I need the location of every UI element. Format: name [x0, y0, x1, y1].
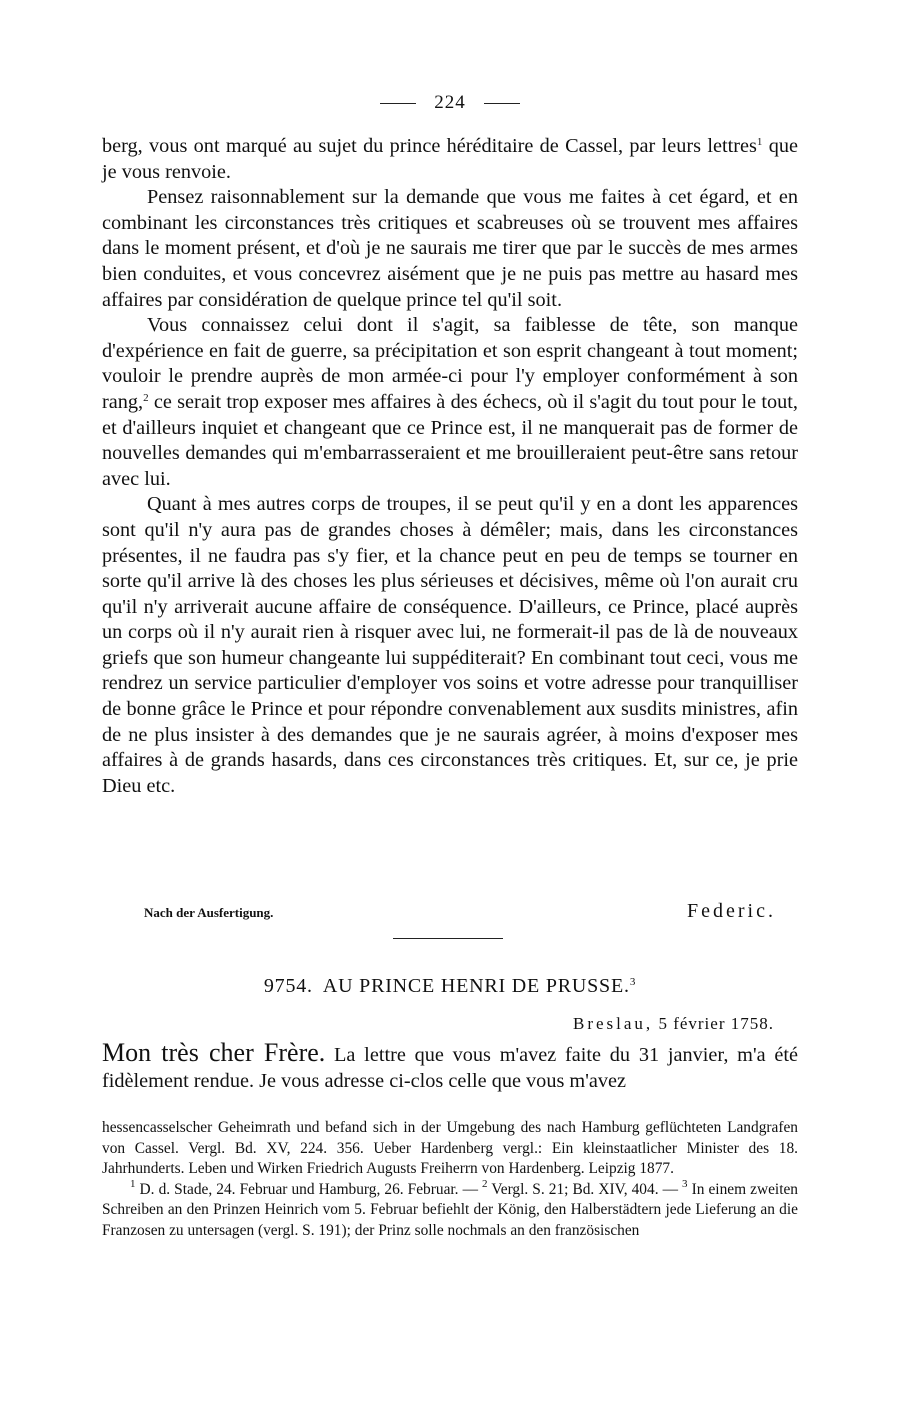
paragraph-4: Quant à mes autres corps de troupes, il se peut qu'il y en a dont les apparences sont qu'il n'y aura pas de grandes choses à démêler; mais, dans les circonstances présentes, il ne faudra pas s'y fier, et la chance peut en peu de temps se tourner en sorte qu'il arrive là des choses les plus sérieuses et décisives, même où l'on aurait cru qu'il n'y arriverait aucune affaire de conséquence. D'ailleurs, ce Prince, placé auprès un corps où il n'y aurait rien à risquer avec lui, ne formerait-il pas de là de nouveaux griefs que son humeur changeante lui suppéditerait? En combinant tout ceci, vous me rendrez un service particulier d'employer vos soins et votre adresse pour tranquilliser de bonne grâce le Prince et pour répondre convenablement aux susdits ministres, afin de ne plus insister à des demandes que je ne saurais agréer, à moins d'exposer mes affaires à de grands hasards, dans ces circonstances très critiques. Et, sur ce, je prie Dieu etc. — [102, 493, 798, 797]
page-header — [0, 88, 900, 118]
footnote-mark-1: 1 — [130, 1177, 136, 1190]
paragraph-3-text-a: Vous connaissez celui dont il s'agit, sa faiblesse de tête, son manque d'expérience en fait de guerre, sa précipitation et son esprit changeant à tout moment; vouloir le prendre auprès de mon armée-ci pour l'y employer conformément à son rang, — [102, 314, 798, 413]
section-divider — [393, 938, 503, 939]
footnote-3-text: In einem zweiten Schreiben an den Prinzen Heinrich vom 5. Februar befiehlt der König, den Halberstädtern jede Lieferung an die Franzosen zu untersagen (vergl. S. 191); der Prinz solle nochmals an den französischen — [102, 1180, 798, 1239]
footnote-mark-2: 2 — [482, 1177, 488, 1190]
footnote-mark-3: 3 — [682, 1177, 688, 1190]
dateline-date: 5 février 1758. — [658, 1014, 774, 1033]
paragraph-2: Pensez raisonnablement sur la demande que vous me faites à cet égard, et en combinant les circonstances très critiques et scabreuses où se trouvent mes affaires dans le moment présent, et d'où je ne saurais me tirer que par le succès de mes armes bien conduites, et vous concevrez aisément que je ne puis pas mettre au hasard mes affaires par considération de quelque prince tel qu'il soit. — [102, 186, 798, 311]
footnote-ref-1: 1 — [756, 136, 763, 148]
footnote-line — [102, 1177, 798, 1242]
letter-recipient: AU PRINCE HENRI DE PRUSSE. — [322, 975, 630, 997]
paragraph-1-text-b: que je vous renvoie. — [102, 135, 798, 183]
signature: Federic. — [687, 900, 776, 922]
page-number: 224 — [434, 92, 466, 113]
footnote-1-text: D. d. Stade, 24. Februar und Hamburg, 26. Februar. — — [135, 1180, 483, 1198]
letter-body-continued — [102, 134, 798, 799]
footnote-continued: hessencasselscher Geheimrath und befand sich in der Umgebung des nach Hamburg geflüchteten Landgrafen von Cassel. Vergl. Bd. XV, 224. 356. Ueber Hardenberg vergl.: Ein kleinstaatlicher Minister des 18. Jahrhunderts. Leben und Wirken Friedrich Augusts Freiherrn von Hardenberg. Leipzig 1877. — [102, 1119, 798, 1177]
footnotes — [102, 1118, 798, 1241]
header-dash-left — [380, 103, 416, 104]
footnote-ref-3: 3 — [629, 976, 637, 988]
new-letter-body — [102, 1040, 798, 1094]
letter-opening-text: La lettre que vous m'avez faite du 31 janvier, m'a été fidèlement rendue. Je vous adresse ci-clos celle que vous m'avez — [102, 1044, 798, 1092]
paragraph-1 — [102, 134, 798, 185]
header-dash-right — [484, 103, 520, 104]
paragraph-3 — [102, 313, 798, 492]
footnote-2-text: Vergl. S. 21; Bd. XIV, 404. — — [487, 1180, 683, 1198]
closing-row — [144, 900, 776, 923]
footnote-ref-2: 2 — [143, 391, 149, 404]
source-note: Nach der Ausfertigung. — [144, 905, 274, 920]
dateline — [573, 1014, 774, 1034]
dateline-place: Breslau, — [573, 1014, 654, 1033]
letter-number: 9754. — [263, 975, 313, 997]
salutation: Mon très cher Frère. — [102, 1038, 326, 1067]
letter-heading — [0, 975, 900, 998]
paragraph-3-text-b: ce serait trop exposer mes affaires à des échecs, où il s'agit du tout pour le tout, et d'ailleurs inquiet et changeant que ce Prince est, il ne manquerait pas de former de nouvelles demandes qui m'embarrasseraient et me brouilleraient peut-être sans retour avec lui. — [102, 390, 798, 490]
paragraph-1-text-a: berg, vous ont marqué au sujet du prince héréditaire de Cassel, par leurs lettres — [102, 135, 757, 157]
